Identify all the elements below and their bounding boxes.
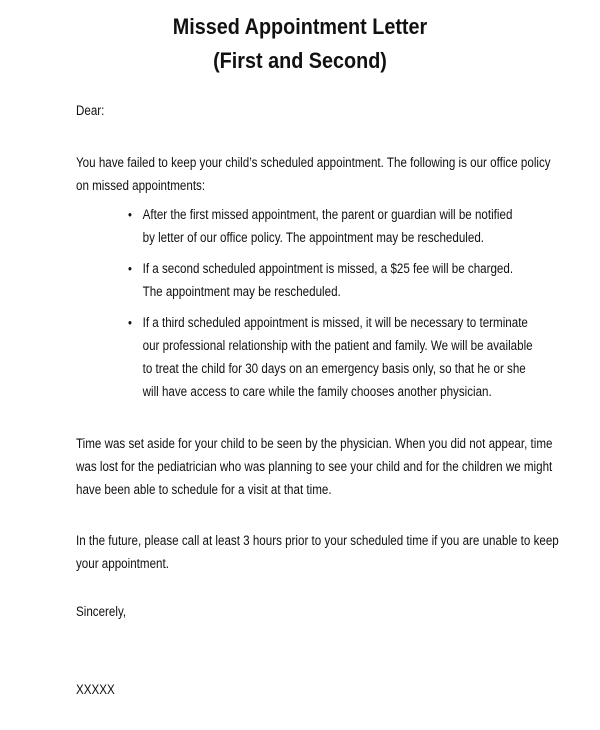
- policy-list: [128, 203, 558, 411]
- bullet-icon: •: [128, 315, 132, 330]
- intro-line-1: You have failed to keep your child’s scheduled appointment. The following is our office policy: [76, 155, 551, 170]
- policy-item-third-line-1: If a third scheduled appointment is missed, it will be necessary to terminate: [142, 315, 528, 330]
- time-line-2: was lost for the pediatrician who was planning to see your child and for the children we might: [76, 459, 553, 474]
- time-line-3: have been able to schedule for a visit at that time.: [76, 482, 332, 497]
- policy-item-second-line-1: If a second scheduled appointment is missed, a $25 fee will be charged.: [142, 261, 514, 276]
- time-line-1: Time was set aside for your child to be seen by the physician. When you did not appear, time: [76, 436, 553, 451]
- future-line-2: your appointment.: [76, 556, 169, 571]
- time-paragraph: [76, 432, 558, 501]
- bullet-icon: •: [128, 207, 132, 222]
- policy-item-third-line-2: our professional relationship with the patient and family. We will be available: [142, 338, 533, 353]
- intro-paragraph: [76, 151, 558, 197]
- policy-item-third-line-4: will have access to care while the family chooses another physician.: [142, 384, 492, 399]
- future-line-1: In the future, please call at least 3 hours prior to your scheduled time if you are unable to keep: [76, 533, 559, 548]
- title-line-2: (First and Second): [213, 48, 387, 73]
- policy-item-second-line-2: The appointment may be rescheduled.: [142, 284, 341, 299]
- greeting: Dear:: [76, 103, 105, 118]
- intro-line-2: on missed appointments:: [76, 178, 206, 193]
- title-line-1: Missed Appointment Letter: [172, 14, 428, 39]
- closing: Sincerely,: [76, 604, 127, 619]
- policy-item-second: [128, 257, 558, 303]
- policy-item-first: [128, 203, 558, 249]
- policy-item-first-line-2: by letter of our office policy. The appointment may be rescheduled.: [142, 230, 485, 245]
- policy-item-first-line-1: After the first missed appointment, the parent or guardian will be notified: [142, 207, 513, 222]
- bullet-icon: •: [128, 261, 132, 276]
- future-paragraph: [76, 529, 558, 575]
- signature: XXXXX: [76, 682, 115, 697]
- letter-title: [30, 10, 570, 78]
- policy-item-third: [128, 311, 558, 403]
- policy-item-third-line-3: to treat the child for 30 days on an emergency basis only, so that he or she: [142, 361, 526, 376]
